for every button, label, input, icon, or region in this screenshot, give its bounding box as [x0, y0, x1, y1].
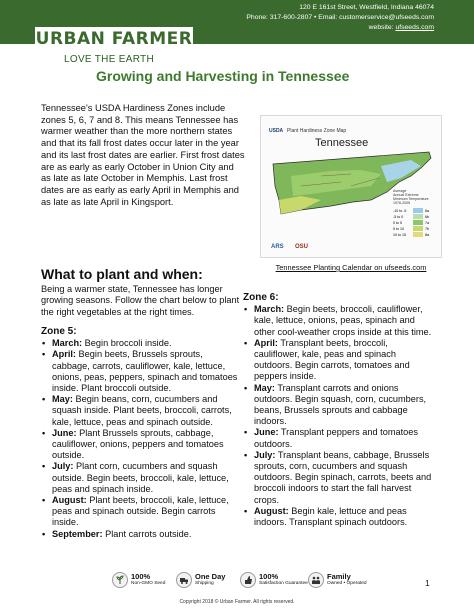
zone6-heading: Zone 6: [243, 292, 279, 303]
zone5-heading: Zone 5: [41, 326, 77, 337]
map-title: Plant Hardiness Zone Map [287, 128, 347, 134]
copyright: Copyright 2018 © Urban Farmer. All rights reserved. [179, 599, 295, 605]
zone5-item: • August: Plant beets, broccoli, kale, lettuce, peas and spinach outside. Begin carrots inside. [41, 495, 241, 529]
page-title: Growing and Harvesting in Tennessee [96, 68, 350, 84]
contact-info [174, 3, 434, 33]
section-heading: What to plant and when: [41, 266, 203, 282]
hardiness-zone-map [260, 115, 442, 258]
map-state-label: Tennessee [315, 137, 369, 149]
website-link[interactable]: ufseeds.com [395, 24, 434, 31]
phone-email: Phone: 317-600-2807 • Email: customerservice@ufseeds.com [246, 14, 434, 21]
zone6-item: • June: Transplant peppers and tomatoes outdoors. [243, 427, 433, 449]
address: 120 E 161st Street, Westfield, Indiana 46074 [299, 4, 434, 11]
zone6-item: • May: Transplant carrots and onions outdoors. Begin squash, corn, cucumbers, beans, Brussels sprouts and cabbage indoors. [243, 383, 433, 428]
zone5-item: • May: Begin beans, corn, cucumbers and squash inside. Plant beets, broccoli, carrots, kale, lettuce, peas and spinach outside. [41, 394, 241, 428]
svg-text:1976-2005: 1976-2005 [393, 201, 411, 205]
brand-tagline: LOVE THE EARTH [64, 54, 154, 65]
section-description: Being a warmer state, Tennessee has longer growing seasons. Follow the chart below to plant the right vegetables at the right times. [41, 284, 240, 317]
svg-text:Minimum Temperature: Minimum Temperature [393, 197, 429, 201]
legend-zone: 7b [425, 227, 429, 231]
legend-temp: 10 to 15 [393, 233, 406, 237]
website-prefix: website: [368, 24, 396, 31]
legend-zone: 8a [425, 233, 429, 237]
brand-logo [35, 27, 193, 51]
zone5-item: • September: Plant carrots outside. [41, 529, 241, 540]
legend-zone: 6a [425, 209, 429, 213]
svg-text:OSU: OSU [295, 244, 309, 250]
zone6-item: • August: Begin kale, lettuce and peas indoors. Transplant spinach outdoors. [243, 506, 433, 528]
zone5-item: • July: Plant corn, cucumbers and squash outside. Begin beets, broccoli, kale, lettuce, peas and spinach inside. [41, 461, 241, 495]
legend-temp: -10 to -5 [393, 209, 407, 213]
thumbs-up-icon [240, 572, 256, 588]
legend-temp: -5 to 0 [393, 215, 404, 219]
tennessee-map-graphic [261, 116, 441, 257]
svg-text:USDA: USDA [269, 128, 284, 134]
zone6-schedule [243, 292, 433, 528]
legend-swatch [413, 220, 423, 225]
truck-icon [176, 572, 192, 588]
svg-text:Average: Average [393, 189, 407, 193]
zone6-item: • July: Transplant beans, cabbage, Brussels sprouts, corn, cucumbers and squash outdoors. Begin spinach, carrots, beets and broccoli indoors to start the fall harvest crops. [243, 450, 433, 506]
badge-family: Family Owned • Operated [308, 572, 367, 588]
legend-swatch [413, 226, 423, 231]
zone5-item: • June: Plant Brussels sprouts, cabbage, cauliflower, onions, peppers and tomatoes outside. [41, 428, 241, 462]
intro-paragraph: Tennessee's USDA Hardiness Zones include zones 5, 6, 7 and 8. This means Tennessee has warmer weather than the more northern states and that its fall frost dates occur later in the year and its last frost dates are earlier. First frost dates are as early as early October in Union City and as late as late October in Memphis. Last frost dates are as early as early April in Memphis and as late as late April in Kingsport. [41, 103, 245, 207]
legend-swatch [413, 214, 423, 219]
legend-temp: 0 to 5 [393, 221, 402, 225]
brand-name: URBAN FARMER [35, 29, 193, 49]
zone6-item: • April: Transplant beets, broccoli, cauliflower, kale, peas and spinach outdoors. Begin carrots, tomatoes and peppers inside. [243, 338, 433, 383]
svg-text:ARS: ARS [271, 244, 284, 250]
zone5-schedule [41, 326, 241, 540]
seedling-icon [112, 572, 128, 588]
legend-zone: 6b [425, 215, 429, 219]
trust-badges [112, 572, 412, 594]
zone5-item: • March: Begin broccoli inside. [41, 338, 241, 349]
zone6-item: • March: Begin beets, broccoli, cauliflower, kale, lettuce, onions, peas, spinach and other cool-weather crops inside at this time. [243, 304, 433, 338]
badge-guarantee: 100% Satisfaction Guarantee [240, 572, 308, 588]
badge-shipping: One Day Shipping [176, 572, 225, 588]
legend-swatch [413, 232, 423, 237]
family-icon [308, 572, 324, 588]
website-line [174, 23, 434, 33]
svg-text:Annual Extreme: Annual Extreme [393, 193, 419, 197]
badge-non-gmo: 100% Non-GMO Seed [112, 572, 165, 588]
page-number: 1 [425, 578, 430, 588]
legend-temp: 5 to 10 [393, 227, 404, 231]
zone5-item: • April: Begin beets, Brussels sprouts, cabbage, carrots, cauliflower, kale, lettuce, onions, peas, peppers, spinach and tomatoes inside. Plant broccoli outside. [41, 349, 241, 394]
legend-swatch [413, 208, 423, 213]
legend-zone: 7a [425, 221, 429, 225]
planting-calendar-link[interactable]: Tennessee Planting Calendar on ufseeds.com [275, 263, 427, 272]
